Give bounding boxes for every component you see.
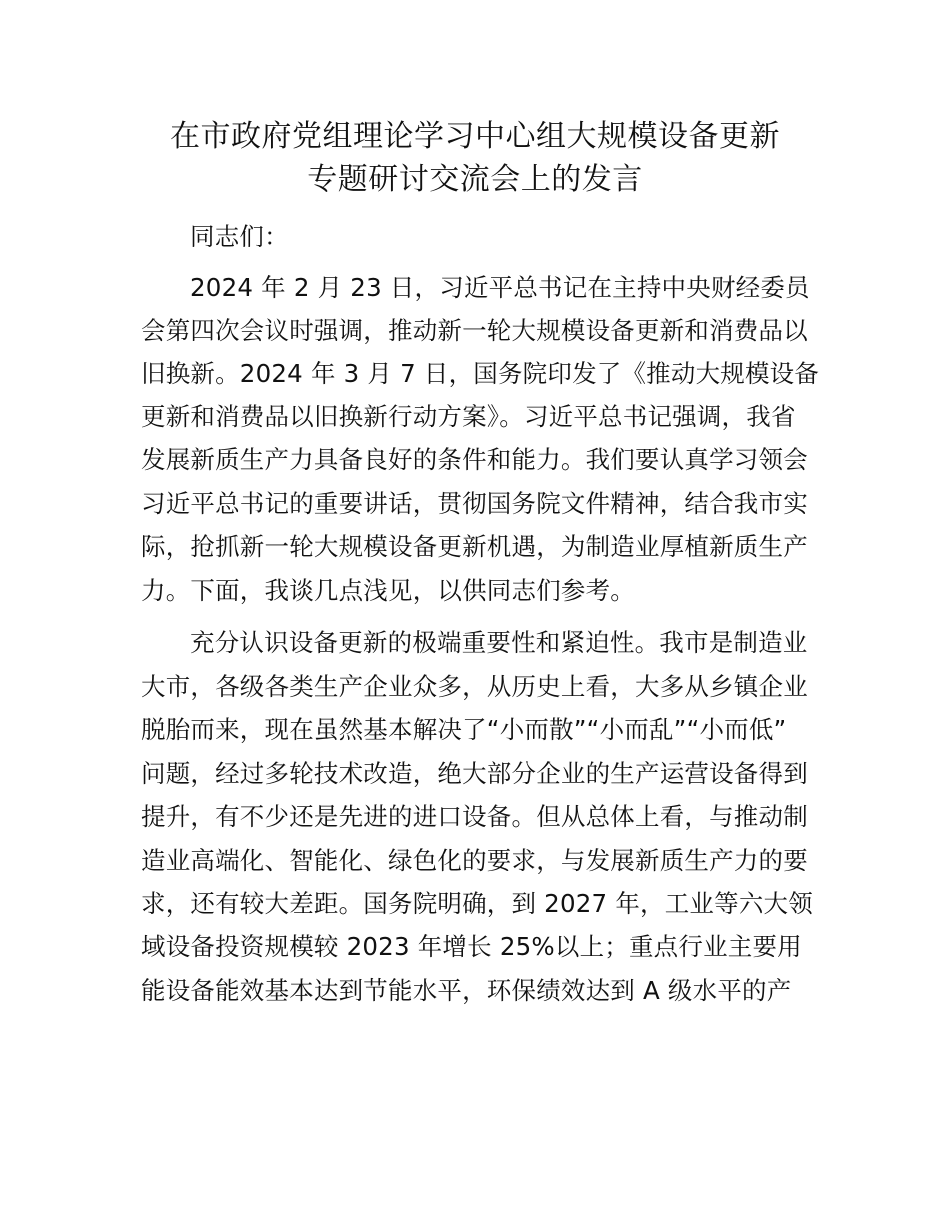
- paragraph-line: 提升，有不少还是先进的进口设备。但从总体上看，与推动制: [141, 802, 808, 831]
- paragraph-line: 更新和消费品以旧换新行动方案》。习近平总书记强调，我省: [141, 402, 796, 431]
- paragraph-line: 际，抢抓新一轮大规模设备更新机遇，为制造业厚植新质生产: [141, 532, 808, 561]
- paragraph-line: 脱胎而来，现在虽然基本解决了“小而散”“小而乱”“小而低”: [141, 715, 787, 744]
- paragraph-line: 求，还有较大差距。国务院明确，到 2027 年，工业等六大领: [141, 889, 813, 918]
- paragraph-line: 发展新质生产力具备良好的条件和能力。我们要认真学习领会: [141, 445, 808, 474]
- document-title-line-1: 在市政府党组理论学习中心组大规模设备更新: [170, 119, 780, 154]
- paragraph-line: 充分认识设备更新的极端重要性和紧迫性。我市是制造业: [190, 628, 808, 657]
- salutation: 同志们：: [190, 222, 289, 251]
- document-title-line-2: 专题研讨交流会上的发言: [307, 162, 643, 197]
- paragraph-line: 会第四次会议时强调，推动新一轮大规模设备更新和消费品以: [141, 316, 808, 345]
- paragraph-line: 问题，经过多轮技术改造，绝大部分企业的生产运营设备得到: [141, 759, 808, 788]
- paragraph-line: 2024 年 2 月 23 日，习近平总书记在主持中央财经委员: [190, 273, 810, 302]
- paragraph-line: 习近平总书记的重要讲话，贯彻国务院文件精神，结合我市实: [141, 489, 808, 518]
- paragraph-line: 力。下面，我谈几点浅见，以供同志们参考。: [141, 576, 635, 605]
- paragraph-line: 大市，各级各类生产企业众多，从历史上看，大多从乡镇企业: [141, 672, 808, 701]
- paragraph-line: 域设备投资规模较 2023 年增长 25%以上；重点行业主要用: [141, 932, 802, 961]
- paragraph-line: 能设备能效基本达到节能水平，环保绩效达到 A 级水平的产: [141, 976, 792, 1005]
- paragraph-line: 造业高端化、智能化、绿色化的要求，与发展新质生产力的要: [141, 846, 808, 875]
- paragraph-line: 旧换新。2024 年 3 月 7 日，国务院印发了《推动大规模设备: [141, 359, 820, 388]
